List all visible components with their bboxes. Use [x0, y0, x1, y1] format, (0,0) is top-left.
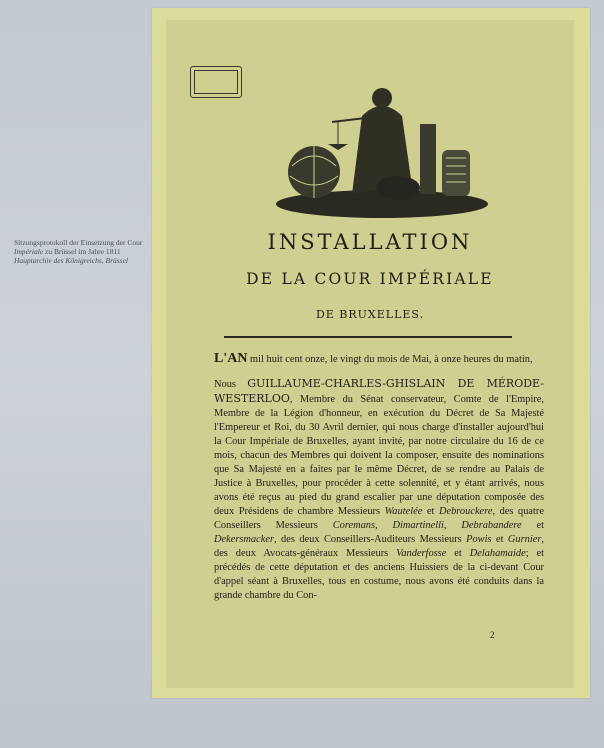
document-sheet [166, 20, 574, 688]
name-8: Delahamaide [469, 548, 526, 559]
paragraph-2-text-g: , des deux Avocats-généraux Messieurs [214, 534, 544, 559]
document-mount [152, 8, 590, 698]
paragraph-2 [214, 377, 544, 603]
name-5: Powis [466, 534, 492, 545]
name-2: Debrouckere [438, 506, 493, 517]
paragraph-2-text-a: , Membre du Sénat conservateur, Comte de l'Empire, Membre de la Légion d'honneur, en exécution du Décret de Sa Majesté l'Empereur et Roi, du 30 Avril dernier, qui nous charge d'installer aujourd'hui la Cour Impériale de Bruxelles, ayant invité, par notre circulaire du 16 de ce mois, chacun des Membres qui doivent la composer, ensuite des nominations que Sa Majesté en a faites par le même Décret, de se rendre au Palais de Justice à Bruxelles, pour procéder à cette solennité, et y étant arrivés, nous avons été reçus au pied du grand escalier par une députation composée des deux Présidens de chambre Messieurs [214, 394, 544, 517]
name-1: Wautelée [384, 506, 423, 517]
caption-line2: zu Brüssel im Jahre 1811 [45, 247, 121, 256]
paragraph-2-text-e: , des deux Conseillers-Auditeurs Messieurs [274, 534, 467, 545]
paragraph-2-lead: Nous [214, 379, 236, 390]
title-rule [224, 336, 512, 338]
caption-source: Hauptarchiv des Königreichs, Brüssel [14, 256, 129, 265]
document-subtitle: DE LA COUR IMPÉRIALE [246, 270, 494, 288]
justice-vignette-image [272, 76, 492, 226]
paragraph-2-name: GUILLAUME-CHARLES-GHISLAIN DE MÉRODE-WESTERLOO [214, 377, 544, 405]
name-4: Dekersmacker [214, 534, 275, 545]
caption-line1: Sitzungsprotokoll der Einsetzung der Cour [14, 238, 143, 247]
exhibit-caption [14, 238, 154, 265]
paragraph-2-text-i: ; et précédés de cette députation et des anciens Huissiers de la ci-devant Cour d'appel séant à Bruxelles, tous en costume, nous avons été conduits dans la grande chambre du Con- [214, 548, 544, 601]
drop-cap: L'AN [214, 351, 248, 366]
paragraph-1-text: mil huit cent onze, le vingt du mois de Mai, à onze heures du matin, [247, 354, 533, 365]
paragraph-1 [214, 352, 544, 367]
paragraph-2-text-c: , des quatre Conseillers Messieurs [214, 506, 544, 531]
paragraph-2-text-f: et [491, 534, 508, 545]
name-6: Gurnier [507, 534, 542, 545]
archive-stamp [190, 66, 242, 98]
document-title: INSTALLATION [267, 230, 473, 254]
document-city: DE BRUXELLES. [315, 308, 425, 321]
caption-italic: Impériale [14, 247, 44, 256]
page-marker: 2 [490, 630, 495, 640]
name-3: Coremans, Dimartinelli, Debrabandere [332, 520, 522, 531]
paragraph-2-text-d: et [521, 520, 544, 531]
document-body [214, 352, 544, 613]
paragraph-2-text-h: et [446, 548, 470, 559]
name-7: Vanderfosse [396, 548, 447, 559]
paragraph-2-text-b: et [422, 506, 439, 517]
